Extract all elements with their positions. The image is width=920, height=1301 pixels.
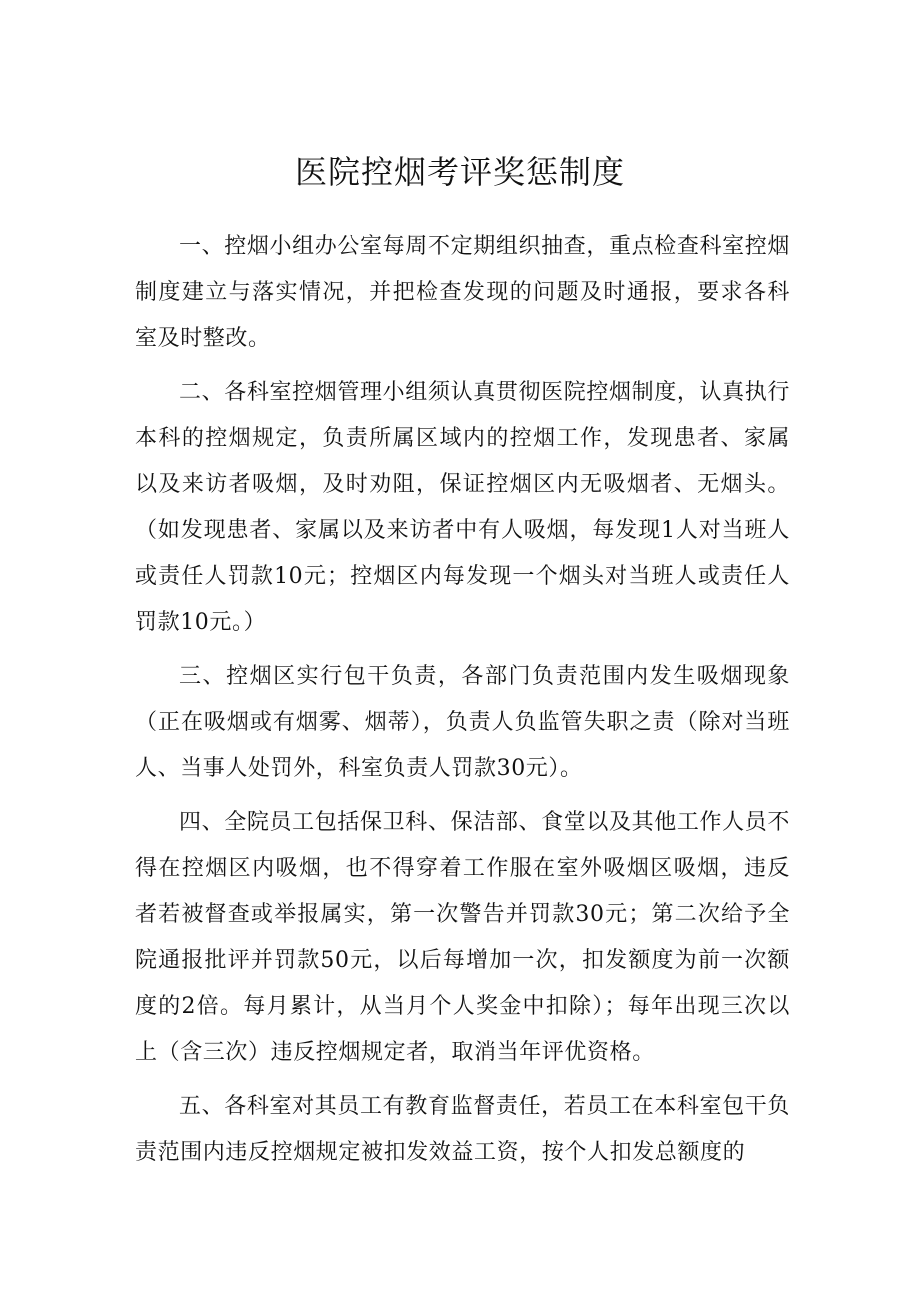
paragraph-2: 二、各科室控烟管理小组须认真贯彻医院控烟制度，认真执行本科的控烟规定，负责所属区域内的控烟工作，发现患者、家属以及来访者吸烟，及时劝阻，保证控烟区内无吸烟者、无烟头。（如发现患者、家属以及来访者中有人吸烟，每发现1人对当班人或责任人罚款10元；控烟区内每发现一个烟头对当班人或责任人罚款10元。）: [135, 380, 790, 635]
document-title: 医院控烟考评奖惩制度: [294, 153, 625, 191]
document-body: [135, 224, 790, 1184]
paragraph-4: 四、全院员工包括保卫科、保洁部、食堂以及其他工作人员不得在控烟区内吸烟，也不得穿着工作服在室外吸烟区吸烟，违反者若被督查或举报属实，第一次警告并罚款30元；第二次给予全院通报批评并罚款50元，以后每增加一次，扣发额度为前一次额度的2倍。每月累计，从当月个人奖金中扣除）；每年出现三次以上（含三次）违反控烟规定者，取消当年评优资格。: [135, 810, 790, 1065]
paragraph-1: 一、控烟小组办公室每周不定期组织抽查，重点检查科室控烟制度建立与落实情况，并把检查发现的问题及时通报，要求各科室及时整改。: [135, 234, 790, 351]
paragraph-5: 五、各科室对其员工有教育监督责任，若员工在本科室包干负责范围内违反控烟规定被扣发效益工资，按个人扣发总额度的: [135, 1094, 790, 1165]
paragraph-3: 三、控烟区实行包干负责，各部门负责范围内发生吸烟现象（正在吸烟或有烟雾、烟蒂），负责人负监管失职之责（除对当班人、当事人处罚外，科室负责人罚款30元）。: [135, 664, 790, 781]
